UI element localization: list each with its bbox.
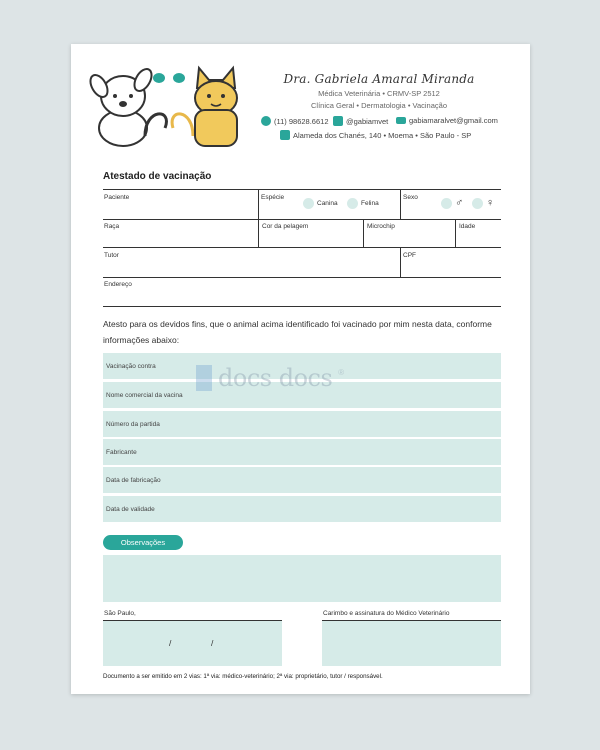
address-contact: [280, 130, 471, 140]
male-radio[interactable]: [441, 198, 452, 209]
vaccine-field-label: Data de validade: [106, 506, 155, 513]
watermark-reg: ®: [338, 367, 345, 377]
column-divider: [400, 189, 401, 219]
home-icon: [280, 130, 290, 140]
column-divider: [258, 219, 259, 247]
email-icon: [396, 117, 406, 124]
canina-radio[interactable]: [303, 198, 314, 209]
signature-field[interactable]: [322, 621, 501, 666]
phone-contact: [261, 116, 329, 126]
female-option[interactable]: [472, 197, 494, 209]
instagram-handle: @gabiamvet: [346, 116, 389, 126]
instagram-icon: [333, 116, 343, 126]
cor-label: Cor da pelagem: [262, 223, 309, 230]
city-label: São Paulo,: [104, 610, 136, 617]
vaccine-field[interactable]: [103, 467, 501, 493]
vaccine-field-label: Fabricante: [106, 449, 137, 456]
observacoes-field[interactable]: [103, 555, 501, 602]
endereco-label: Endereço: [104, 281, 132, 288]
felina-option[interactable]: [347, 198, 379, 209]
pet-logo: [85, 58, 245, 148]
row-divider: [103, 247, 501, 248]
watermark-logo-icon: [196, 365, 212, 391]
signature-label: Carimbo e assinatura do Médico Veterinário: [323, 610, 450, 617]
row-divider: [103, 189, 501, 190]
felina-radio[interactable]: [347, 198, 358, 209]
microchip-label: Microchip: [367, 223, 395, 230]
canina-label: Canina: [317, 200, 338, 207]
doctor-specialties: Clínica Geral • Dermatologia • Vacinação: [310, 101, 447, 110]
female-radio[interactable]: [472, 198, 483, 209]
row-divider: [103, 306, 501, 307]
document-sheet: [71, 44, 530, 694]
footer-note: Documento a ser emitido em 2 vias: 1ª via: médico-veterinário; 2ª via: proprietário, tutor / responsável.: [103, 673, 383, 680]
watermark: [196, 364, 344, 392]
watermark-text: docs docs: [218, 364, 333, 392]
especie-label: Espécie: [261, 194, 285, 201]
vaccine-field-label: Data de fabricação: [106, 477, 161, 484]
doctor-credential: Médica Veterinária • CRMV-SP 2512: [318, 89, 440, 98]
canina-option[interactable]: [303, 198, 338, 209]
vaccine-field[interactable]: [103, 496, 501, 522]
instagram-contact: [333, 116, 388, 126]
whatsapp-icon: [261, 116, 271, 126]
male-option[interactable]: [441, 197, 463, 209]
email-contact: [396, 116, 498, 125]
paciente-label: Paciente: [104, 194, 130, 201]
vaccine-field-label: Vacinação contra: [106, 363, 156, 370]
doctor-name: Dra. Gabriela Amaral Miranda: [283, 72, 475, 86]
cpf-label: CPF: [403, 252, 416, 259]
date-field[interactable]: [103, 621, 282, 666]
sexo-label: Sexo: [403, 194, 418, 201]
female-icon: ♀: [486, 197, 495, 209]
email-address: gabiamaralvet@gmail.com: [409, 116, 498, 125]
column-divider: [455, 219, 456, 247]
idade-label: Idade: [459, 223, 476, 230]
column-divider: [400, 247, 401, 277]
form-title: Atestado de vacinação: [103, 171, 212, 182]
observacoes-label: Observações: [103, 535, 183, 550]
vaccine-field-label: Nome comercial da vacina: [106, 392, 183, 399]
vaccine-field-label: Número da partida: [106, 421, 160, 428]
row-divider: [103, 277, 501, 278]
column-divider: [363, 219, 364, 247]
felina-label: Felina: [361, 200, 379, 207]
male-icon: ♂: [455, 197, 464, 209]
address-text: Alameda dos Chanés, 140 • Moema • São Paulo - SP: [293, 130, 472, 140]
attestation-statement: Atesto para os devidos fins, que o animal acima identificado foi vacinado por mim nesta data, conforme informações abaixo:: [103, 319, 492, 345]
tutor-label: Tutor: [104, 252, 119, 259]
phone-number: (11) 98628.6612: [274, 116, 329, 126]
column-divider: [258, 189, 259, 219]
date-slash: /: [211, 638, 214, 648]
date-slash: /: [169, 638, 172, 648]
raca-label: Raça: [104, 223, 120, 230]
vaccine-field[interactable]: [103, 411, 501, 437]
row-divider: [103, 219, 501, 220]
vaccine-field[interactable]: [103, 439, 501, 465]
